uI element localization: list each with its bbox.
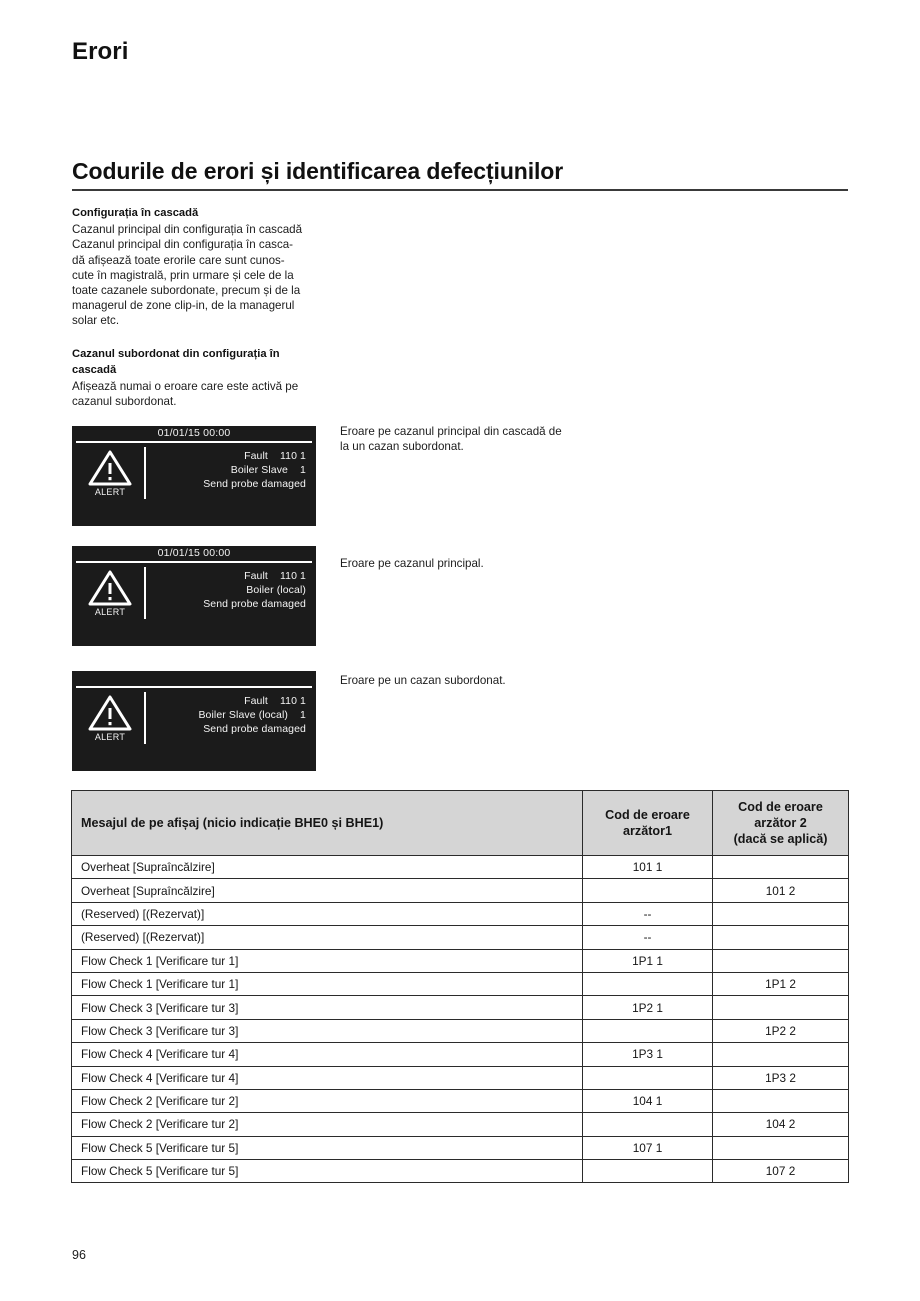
intro-block1-line-5: managerul de zone clip-in, de la managerul — [72, 299, 295, 313]
panel-1-caption — [340, 424, 590, 454]
cell-message: Flow Check 5 [Verificare tur 5] — [72, 1160, 583, 1183]
cell-burner2-code: 1P3 2 — [713, 1066, 849, 1089]
cell-message: (Reserved) [(Rezervat)] — [72, 902, 583, 925]
cell-burner1-code: -- — [583, 926, 713, 949]
intro-block2-heading-line2: cascadă — [72, 363, 117, 376]
cell-burner1-code — [583, 1113, 713, 1136]
table-row — [72, 1160, 849, 1183]
intro-block1-line-6: solar etc. — [72, 314, 120, 328]
intro-text-column — [72, 206, 322, 409]
table-row — [72, 972, 849, 995]
panel-1-line-1: Fault 110 1 — [244, 450, 306, 462]
table-header-row — [72, 791, 849, 856]
panel-2-line-3: Send probe damaged — [203, 598, 306, 610]
panel-2-caption — [340, 556, 590, 571]
display-panel-3 — [72, 671, 316, 771]
column-header-burner2-line3: (dacă se aplică) — [733, 832, 828, 846]
cell-message: (Reserved) [(Rezervat)] — [72, 926, 583, 949]
alert-triangle-icon — [85, 569, 135, 617]
cell-message: Overheat [Supraîncălzire] — [72, 879, 583, 902]
panel-1-message — [152, 449, 306, 491]
cell-burner2-code — [713, 949, 849, 972]
cell-burner2-code: 107 2 — [713, 1160, 849, 1183]
panel-3-timestamp — [72, 671, 316, 686]
panel-3-caption — [340, 673, 590, 688]
table-row — [72, 1113, 849, 1136]
panel-2-line-1: Fault 110 1 — [244, 570, 306, 582]
page-title: Codurile de erori și identificarea defecțiunilor — [72, 158, 564, 184]
intro-spacer — [72, 329, 322, 347]
table-row — [72, 1066, 849, 1089]
column-header-burner1-line1: Cod de eroare — [605, 808, 690, 822]
panel-1-caption-line-1: Eroare pe cazanul principal din cascadă de — [340, 425, 562, 438]
cell-burner2-code — [713, 1043, 849, 1066]
cell-message: Flow Check 5 [Verificare tur 5] — [72, 1136, 583, 1159]
cell-burner1-code — [583, 1019, 713, 1042]
alert-icon-label: ALERT — [94, 607, 126, 617]
panel-3-body — [72, 686, 316, 769]
panel-3-message — [152, 694, 306, 736]
panel-1-line-2: Boiler Slave 1 — [230, 464, 306, 476]
cell-burner1-code — [583, 972, 713, 995]
panel-1-vertical-divider — [144, 447, 146, 499]
cell-burner2-code: 1P2 2 — [713, 1019, 849, 1042]
cell-message: Flow Check 3 [Verificare tur 3] — [72, 1019, 583, 1042]
cell-burner2-code: 101 2 — [713, 879, 849, 902]
title-divider — [72, 189, 848, 191]
column-header-message: Mesajul de pe afișaj (nicio indicație BHE0 și BHE1) — [72, 791, 583, 856]
cell-burner2-code — [713, 1136, 849, 1159]
table-row — [72, 856, 849, 879]
cell-message: Flow Check 2 [Verificare tur 2] — [72, 1089, 583, 1112]
cell-message: Flow Check 1 [Verificare tur 1] — [72, 949, 583, 972]
cell-burner1-code: 104 1 — [583, 1089, 713, 1112]
cell-burner1-code: 1P3 1 — [583, 1043, 713, 1066]
intro-block1-line-4: toate cazanele subordonate, precum și de la — [72, 284, 301, 298]
panel-2-vertical-divider — [144, 567, 146, 619]
display-panel-1 — [72, 426, 316, 526]
column-header-burner2-code — [713, 791, 849, 856]
cell-burner1-code: -- — [583, 902, 713, 925]
cell-message: Flow Check 4 [Verificare tur 4] — [72, 1066, 583, 1089]
panel-2-message — [152, 569, 306, 611]
column-header-burner1-line2: arzător1 — [623, 824, 672, 838]
cell-burner1-code: 107 1 — [583, 1136, 713, 1159]
alert-icon-label: ALERT — [94, 487, 126, 497]
error-code-table — [71, 790, 849, 1183]
cell-burner2-code — [713, 926, 849, 949]
alert-triangle-icon — [85, 449, 135, 497]
table-row — [72, 1089, 849, 1112]
column-header-burner2-line1: Cod de eroare — [738, 800, 823, 814]
intro-block1-line-2: dă afișează toate erorile care sunt cunos- — [72, 253, 285, 267]
cell-message: Flow Check 2 [Verificare tur 2] — [72, 1113, 583, 1136]
cell-burner1-code: 101 1 — [583, 856, 713, 879]
intro-block1-line-3: cute în magistrală, prin urmare și cele de la — [72, 268, 294, 282]
cell-message: Flow Check 1 [Verificare tur 1] — [72, 972, 583, 995]
running-head: Erori — [72, 38, 129, 65]
panel-1-timestamp: 01/01/15 00:00 — [72, 426, 316, 441]
cell-burner2-code — [713, 996, 849, 1019]
cell-message: Overheat [Supraîncălzire] — [72, 856, 583, 879]
cell-message: Flow Check 3 [Verificare tur 3] — [72, 996, 583, 1019]
cell-burner1-code: 1P1 1 — [583, 949, 713, 972]
panel-1-caption-line-2: la un cazan subordonat. — [340, 440, 464, 454]
column-header-burner1-code — [583, 791, 713, 856]
cell-burner2-code — [713, 902, 849, 925]
panel-2-line-2: Boiler (local) — [246, 584, 306, 596]
table-row — [72, 1019, 849, 1042]
table-row — [72, 879, 849, 902]
table-row — [72, 1136, 849, 1159]
cell-burner2-code: 104 2 — [713, 1113, 849, 1136]
intro-block2-line-1: cazanul subordonat. — [72, 395, 177, 409]
cell-burner1-code — [583, 1160, 713, 1183]
display-panel-2 — [72, 546, 316, 646]
panel-1-line-3: Send probe damaged — [203, 478, 306, 490]
intro-block2-line-0: Afișează numai o eroare care este activă pe — [72, 380, 299, 394]
table-row — [72, 902, 849, 925]
panel-3-vertical-divider — [144, 692, 146, 744]
panel-2-timestamp: 01/01/15 00:00 — [72, 546, 316, 561]
cell-burner2-code — [713, 1089, 849, 1112]
panel-2-body — [72, 561, 316, 644]
panel-3-caption-line-1: Eroare pe un cazan subordonat. — [340, 674, 506, 687]
column-header-burner2-line2: arzător 2 — [754, 816, 807, 830]
intro-block1-line-0: Cazanul principal din configurația în cascadă — [72, 223, 303, 237]
cell-burner2-code — [713, 856, 849, 879]
table-row — [72, 996, 849, 1019]
cell-burner1-code — [583, 879, 713, 902]
cell-message: Flow Check 4 [Verificare tur 4] — [72, 1043, 583, 1066]
panel-2-caption-line-1: Eroare pe cazanul principal. — [340, 557, 484, 570]
intro-block1-line-1: Cazanul principal din configurația în casca- — [72, 238, 294, 252]
intro-block1-heading: Configurația în cascadă — [72, 207, 199, 219]
table-body — [72, 856, 849, 1183]
table-header — [72, 791, 849, 856]
panel-3-line-2: Boiler Slave (local) 1 — [198, 709, 306, 721]
table-row — [72, 1043, 849, 1066]
cell-burner1-code: 1P2 1 — [583, 996, 713, 1019]
cell-burner2-code: 1P1 2 — [713, 972, 849, 995]
panel-3-line-1: Fault 110 1 — [244, 695, 306, 707]
table-row — [72, 926, 849, 949]
panel-3-line-3: Send probe damaged — [203, 723, 306, 735]
panel-1-body — [72, 441, 316, 524]
cell-burner1-code — [583, 1066, 713, 1089]
intro-block2-heading-line1: Cazanul subordonat din configurația în — [72, 347, 280, 360]
alert-triangle-icon — [85, 694, 135, 742]
page-number: 96 — [72, 1248, 86, 1262]
table-row — [72, 949, 849, 972]
alert-icon-label: ALERT — [94, 732, 126, 742]
